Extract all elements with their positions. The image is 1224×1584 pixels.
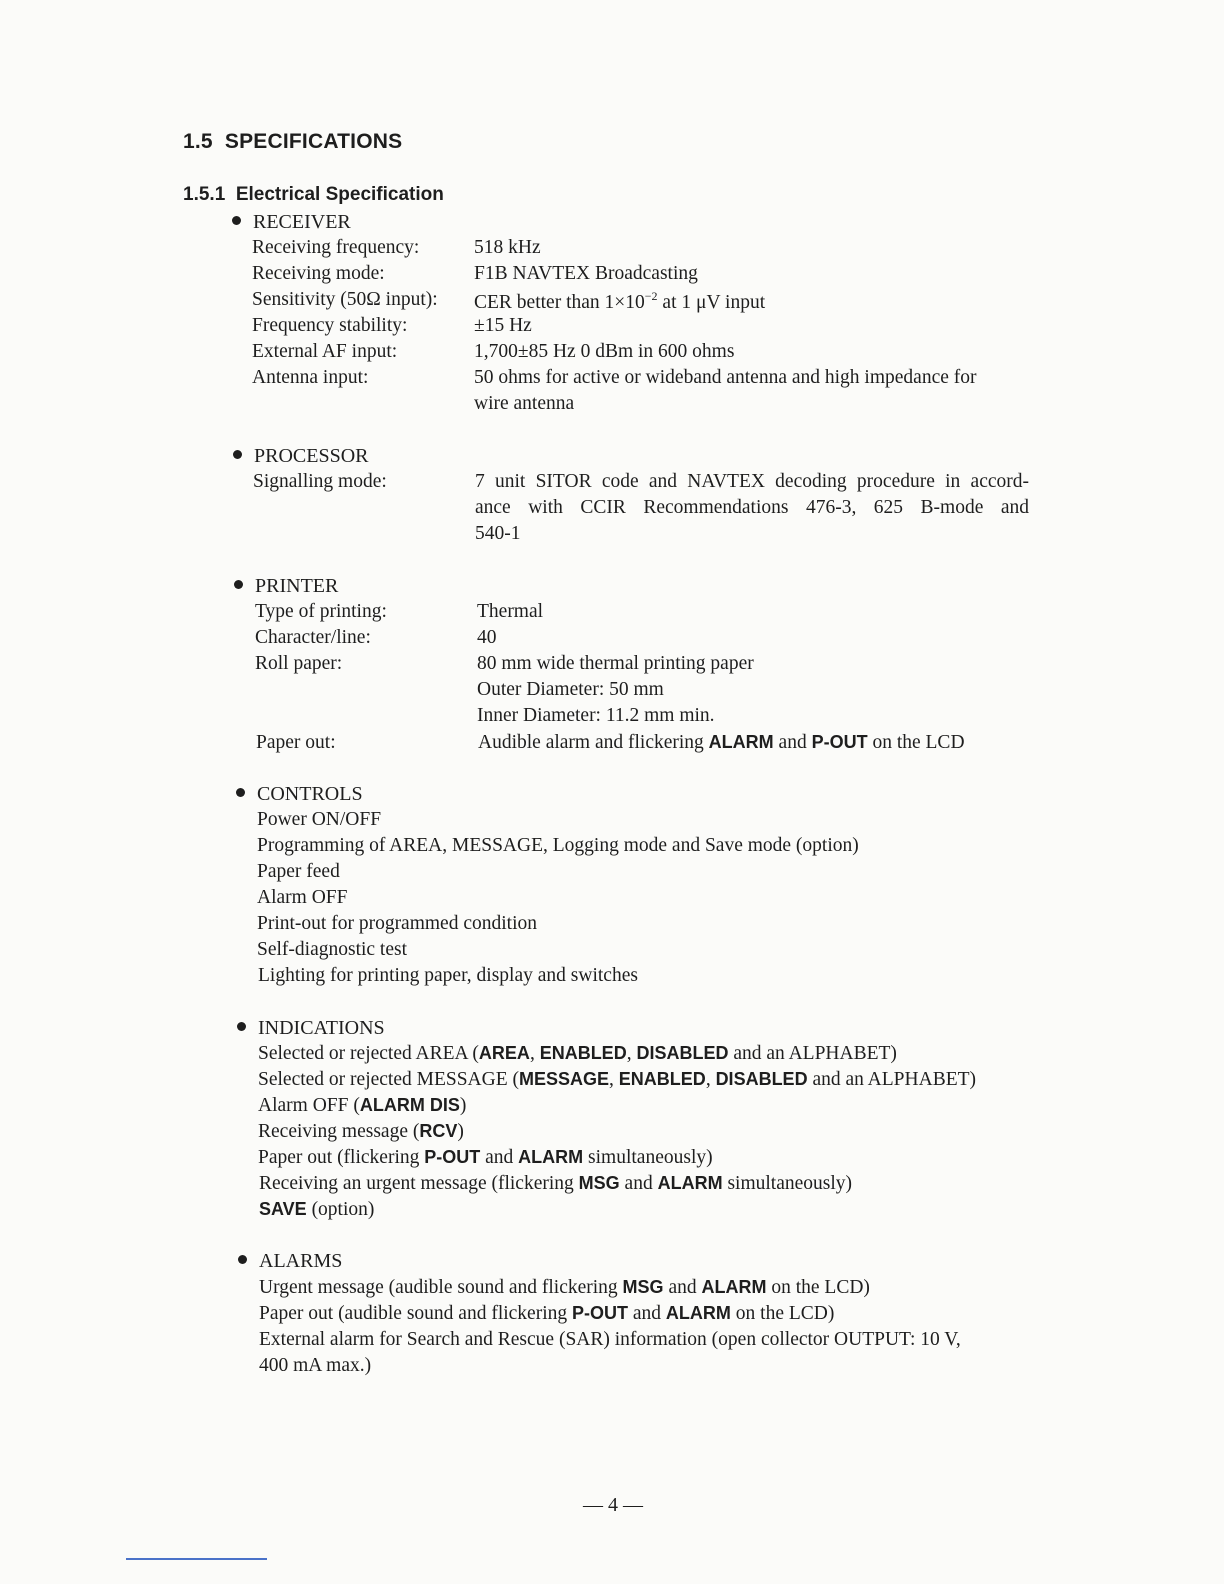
subsection-heading (183, 184, 444, 206)
value-text: and (773, 732, 812, 753)
spec-value: 40 (477, 627, 497, 648)
receiver-title: RECEIVER (253, 211, 351, 233)
list-item (258, 1147, 713, 1169)
spec-value: 540-1 (475, 523, 521, 544)
spec-value: 50 ohms for active or wideband antenna and high impedance for (474, 367, 977, 388)
spec-value: Inner Diameter: 11.2 mm min. (477, 705, 715, 726)
footer-rule (126, 1558, 267, 1560)
list-item (258, 1095, 466, 1117)
list-item: Alarm OFF (257, 887, 348, 908)
list-item: External alarm for Search and Rescue (SAR) information (open collector OUTPUT: 10 V, (259, 1329, 961, 1350)
list-item (258, 1069, 976, 1091)
text: , (529, 1043, 540, 1064)
alarms-title: ALARMS (259, 1250, 343, 1272)
bullet-icon (234, 580, 243, 589)
lcd-indicator: P-OUT (811, 732, 868, 752)
lcd-indicator: ALARM (665, 1303, 731, 1323)
spec-label: Type of printing: (255, 601, 387, 622)
list-item: 400 mA max.) (259, 1355, 372, 1376)
receiver-heading (232, 211, 351, 234)
section-heading (183, 130, 402, 154)
printer-heading (234, 575, 338, 598)
lcd-indicator: ALARM (518, 1147, 584, 1167)
text: on the LCD) (766, 1277, 870, 1298)
text: ) (457, 1121, 464, 1142)
controls-title: CONTROLS (257, 783, 363, 805)
controls-heading (236, 783, 363, 806)
text: (option) (306, 1199, 375, 1220)
lcd-indicator: DISABLED (636, 1043, 729, 1063)
text: and an ALPHABET) (807, 1069, 977, 1090)
text: on the LCD) (730, 1303, 835, 1324)
value-text: at 1 μV input (657, 292, 766, 313)
list-item: Power ON/OFF (257, 809, 382, 830)
indications-heading (237, 1017, 385, 1040)
text: Selected or rejected AREA ( (258, 1043, 479, 1064)
lcd-indicator: SAVE (259, 1199, 307, 1219)
indications-title: INDICATIONS (258, 1017, 385, 1039)
bullet-icon (236, 788, 245, 797)
text: and (619, 1173, 658, 1194)
text: and an ALPHABET) (728, 1043, 897, 1064)
lcd-indicator: RCV (419, 1121, 458, 1141)
spec-label: Character/line: (255, 627, 371, 648)
list-item (259, 1199, 374, 1221)
section-title: SPECIFICATIONS (224, 130, 403, 153)
text: Paper out (audible sound and flickering (259, 1303, 572, 1324)
list-item (259, 1303, 834, 1325)
bullet-icon (232, 216, 241, 225)
spec-label: Roll paper: (255, 653, 343, 674)
value-text: on the LCD (867, 732, 965, 753)
lcd-indicator: ALARM DIS (359, 1095, 460, 1115)
list-item (259, 1277, 870, 1299)
lcd-indicator: ALARM (701, 1277, 767, 1297)
spec-label: External AF input: (252, 341, 398, 362)
text: Receiving message ( (258, 1121, 420, 1142)
text: , (609, 1069, 619, 1090)
bullet-icon (238, 1255, 247, 1264)
lcd-indicator: MESSAGE (519, 1069, 610, 1089)
spec-value (474, 289, 765, 314)
text: Paper out (flickering (258, 1147, 425, 1168)
spec-value: 518 kHz (474, 237, 541, 258)
text: , (705, 1069, 716, 1090)
lcd-indicator: DISABLED (715, 1069, 808, 1089)
spec-value: 1,700±85 Hz 0 dBm in 600 ohms (474, 341, 735, 362)
spec-label: Paper out: (256, 732, 336, 753)
text: Receiving an urgent message (flickering (259, 1173, 579, 1194)
lcd-indicator: ENABLED (618, 1069, 706, 1089)
spec-label: Receiving frequency: (252, 237, 420, 258)
processor-heading (233, 445, 369, 468)
spec-value: ance with CCIR Recommendations 476-3, 625 B-mode and (475, 497, 1029, 518)
lcd-indicator: MSG (622, 1277, 664, 1297)
spec-value: wire antenna (474, 393, 575, 414)
text: and (663, 1277, 702, 1298)
list-item (258, 1121, 464, 1143)
spec-label: Antenna input: (252, 367, 369, 388)
text: and (628, 1303, 666, 1324)
list-item: Self-diagnostic test (257, 939, 408, 960)
value-text: CER better than 1×10 (474, 292, 645, 313)
text: Urgent message (audible sound and flickering (259, 1277, 623, 1298)
lcd-indicator: ALARM (708, 732, 774, 752)
lcd-indicator: ALARM (657, 1173, 723, 1193)
spec-value: Thermal (477, 601, 544, 622)
list-item: Lighting for printing paper, display and switches (258, 965, 638, 986)
text: simultaneously) (583, 1147, 713, 1168)
spec-label: Frequency stability: (252, 315, 408, 336)
processor-title: PROCESSOR (254, 445, 369, 467)
subsection-title: Electrical Specification (235, 184, 444, 205)
alarms-heading (238, 1250, 342, 1273)
list-item (258, 1043, 897, 1065)
spec-value: 80 mm wide thermal printing paper (477, 653, 754, 674)
spec-value: Outer Diameter: 50 mm (477, 679, 664, 700)
text: Selected or rejected MESSAGE ( (258, 1069, 520, 1090)
spec-value (478, 732, 965, 754)
lcd-indicator: MSG (578, 1173, 620, 1193)
spec-value: ±15 Hz (474, 315, 532, 336)
list-item: Print-out for programmed condition (257, 913, 537, 934)
list-item (259, 1173, 852, 1195)
text: Alarm OFF ( (258, 1095, 360, 1116)
exponent: −2 (644, 289, 658, 303)
spec-label: Signalling mode: (253, 471, 387, 492)
list-item: Programming of AREA, MESSAGE, Logging mode and Save mode (option) (257, 835, 859, 856)
value-text: Audible alarm and flickering (478, 732, 709, 753)
text: , (626, 1043, 637, 1064)
text: simultaneously) (722, 1173, 853, 1194)
spec-label: Sensitivity (50Ω input): (252, 289, 438, 310)
text: and (480, 1147, 519, 1168)
lcd-indicator: P-OUT (424, 1147, 481, 1167)
bullet-icon (233, 450, 242, 459)
text: ) (459, 1095, 467, 1116)
bullet-icon (237, 1022, 246, 1031)
subsection-number: 1.5.1 (183, 184, 226, 205)
lcd-indicator: ENABLED (539, 1043, 627, 1063)
list-item: Paper feed (257, 861, 340, 882)
lcd-indicator: P-OUT (572, 1303, 628, 1323)
page-number: — 4 — (583, 1494, 643, 1516)
printer-title: PRINTER (255, 575, 339, 597)
lcd-indicator: AREA (478, 1043, 530, 1063)
spec-label: Receiving mode: (252, 263, 385, 284)
spec-value: F1B NAVTEX Broadcasting (474, 263, 698, 284)
spec-value: 7 unit SITOR code and NAVTEX decoding procedure in accord- (475, 471, 1029, 492)
section-number: 1.5 (183, 130, 213, 153)
